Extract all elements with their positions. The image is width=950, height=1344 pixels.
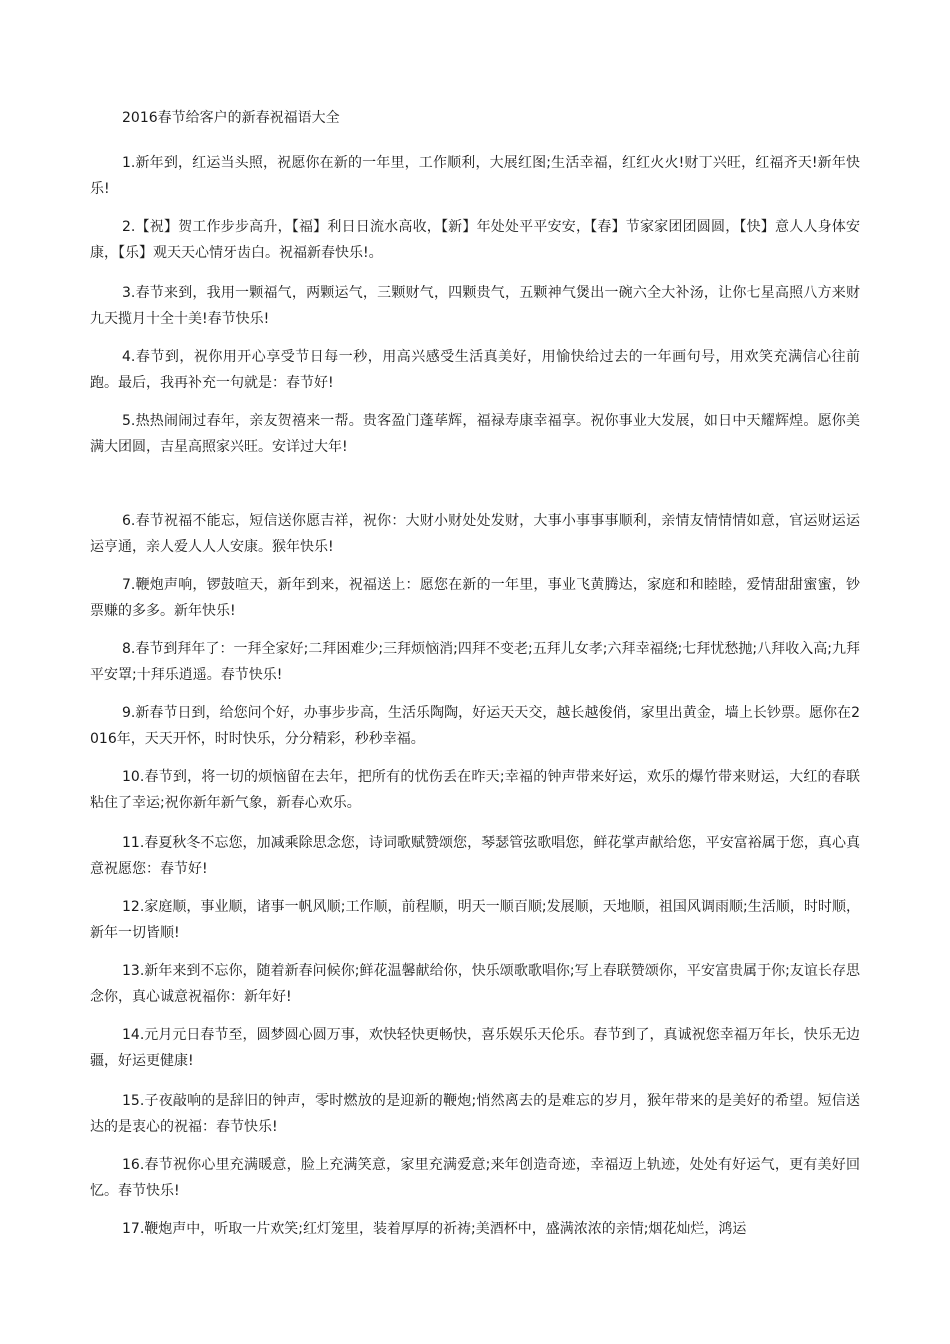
greeting-item-1: 1.新年到，红运当头照，祝愿你在新的一年里，工作顺利，大展红图;生活幸福，红红火火!财丁兴旺，红福齐天!新年快乐! <box>90 155 860 197</box>
greeting-item-13: 13.新年来到不忘你，随着新春问候你;鲜花温馨献给你，快乐颂歌歌唱你;写上春联赞颂你，平安富贵属于你;友谊长存思念你，真心诚意祝福你：新年好! <box>90 963 860 1005</box>
greeting-item-9: 9.新春节日到，给您问个好，办事步步高，生活乐陶陶，好运天天交，越长越俊俏，家里出黄金，墙上长钞票。愿你在2016年，天天开怀，时时快乐，分分精彩，秒秒幸福。 <box>90 705 860 747</box>
greeting-item-16: 16.春节祝你心里充满暖意，脸上充满笑意，家里充满爱意;来年创造奇迹，幸福迈上轨迹，处处有好运气，更有美好回忆。春节快乐! <box>90 1157 860 1199</box>
greeting-item-12: 12.家庭顺，事业顺，诸事一帆风顺;工作顺，前程顺，明天一顺百顺;发展顺，天地顺，祖国风调雨顺;生活顺，时时顺，新年一切皆顺! <box>90 899 860 941</box>
document-title: 2016春节给客户的新春祝福语大全 <box>122 110 340 126</box>
greeting-item-4: 4.春节到，祝你用开心享受节日每一秒，用高兴感受生活真美好，用愉快给过去的一年画句号，用欢笑充满信心往前跑。最后，我再补充一句就是：春节好! <box>90 349 860 391</box>
greeting-item-3: 3.春节来到，我用一颗福气，两颗运气，三颗财气，四颗贵气，五颗神气煲出一碗六全大补汤，让你七星高照八方来财九天揽月十全十美!春节快乐! <box>90 285 860 327</box>
greeting-item-11: 11.春夏秋冬不忘您，加减乘除思念您，诗词歌赋赞颂您，琴瑟管弦歌唱您，鲜花掌声献给您，平安富裕属于您，真心真意祝愿您：春节好! <box>90 835 860 877</box>
greeting-item-14: 14.元月元日春节至，圆梦圆心圆万事，欢快轻快更畅快，喜乐娱乐天伦乐。春节到了，真诚祝您幸福万年长，快乐无边疆，好运更健康! <box>90 1027 860 1069</box>
greeting-item-15: 15.子夜敲响的是辞旧的钟声，零时燃放的是迎新的鞭炮;悄然离去的是难忘的岁月，猴年带来的是美好的希望。短信送达的是衷心的祝福：春节快乐! <box>90 1093 860 1135</box>
greeting-item-2: 2.【祝】贺工作步步高升，【福】利日日流水高收，【新】年处处平平安安，【春】节家家团团圆圆，【快】意人人身体安康，【乐】观天天心情牙齿白。祝福新春快乐!。 <box>90 219 860 261</box>
greeting-item-17: 17.鞭炮声中，听取一片欢笑;红灯笼里，装着厚厚的祈祷;美酒杯中，盛满浓浓的亲情;烟花灿烂，鸿运 <box>122 1221 747 1237</box>
greeting-item-5: 5.热热闹闹过春年，亲友贺禧来一帮。贵客盈门蓬荜辉，福禄寿康幸福享。祝你事业大发展，如日中天耀辉煌。愿你美满大团圆，吉星高照家兴旺。安详过大年! <box>90 413 860 455</box>
greeting-item-10: 10.春节到，将一切的烦恼留在去年，把所有的忧伤丢在昨天;幸福的钟声带来好运，欢乐的爆竹带来财运，大红的春联粘住了幸运;祝你新年新气象，新春心欢乐。 <box>90 769 860 811</box>
greeting-item-8: 8.春节到拜年了：一拜全家好;二拜困难少;三拜烦恼消;四拜不变老;五拜儿女孝;六拜幸福绕;七拜忧愁抛;八拜收入高;九拜平安罩;十拜乐逍遥。春节快乐! <box>90 641 860 683</box>
greeting-item-7: 7.鞭炮声响，锣鼓喧天，新年到来，祝福送上：愿您在新的一年里，事业飞黄腾达，家庭和和睦睦，爱情甜甜蜜蜜，钞票赚的多多。新年快乐! <box>90 577 860 619</box>
greeting-item-6: 6.春节祝福不能忘，短信送你愿吉祥，祝你：大财小财处处发财，大事小事事事顺利，亲情友情情情如意，官运财运运运亨通，亲人爱人人人安康。猴年快乐! <box>90 513 860 555</box>
